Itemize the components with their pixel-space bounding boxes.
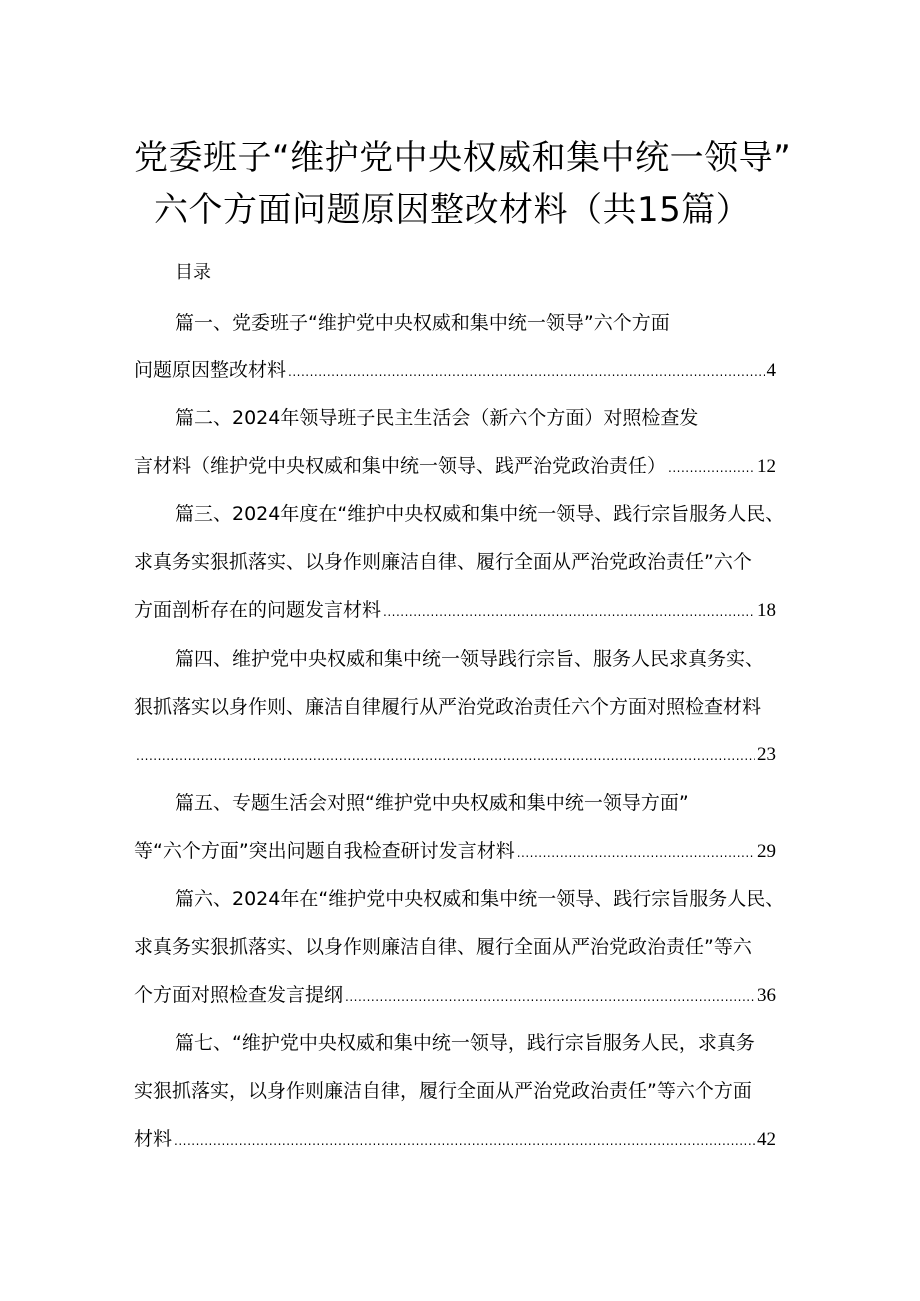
toc-entry-5-last-line: 等“六个方面”突出问题自我检查研讨发言材料 — [134, 840, 515, 862]
toc-entry-6-line-2[interactable]: 求真务实狠抓落实、以身作则廉洁自律、履行全面从严治党政治责任”等六 — [134, 936, 752, 958]
toc-entry-1-last-line: 问题原因整改材料 — [134, 359, 287, 381]
toc-entry-7-last-line: 材料 — [134, 1128, 173, 1150]
dot-leader — [345, 984, 755, 1010]
dot-leader — [668, 455, 755, 481]
toc-entry-3-page: 18 — [757, 600, 776, 621]
toc-entry-7-leader[interactable] — [134, 1126, 776, 1154]
dot-leader — [288, 359, 764, 385]
toc-entry-3-last-line: 方面剖析存在的问题发言材料 — [134, 599, 382, 621]
toc-entry-2-leader[interactable] — [134, 453, 776, 481]
toc-entry-3-line-2[interactable]: 求真务实狠抓落实、以身作则廉洁自律、履行全面从严治党政治责任”六个 — [134, 551, 752, 573]
dot-leader — [174, 1128, 755, 1154]
toc-entry-2-last-line: 言材料（维护党中央权威和集中统一领导、践严治党政治责任） — [134, 455, 667, 477]
toc-entry-4-line-1[interactable]: 篇四、维护党中央权威和集中统一领导践行宗旨、服务人民求真务实、 — [175, 648, 765, 670]
toc-entry-6-line-1[interactable]: 篇六、2024年在“维护党中央权威和集中统一领导、践行宗旨服务人民、 — [175, 888, 785, 910]
toc-entry-1-line-1[interactable]: 篇一、党委班子“维护党中央权威和集中统一领导”六个方面 — [175, 312, 670, 334]
toc-entry-4-leader[interactable] — [134, 742, 776, 769]
toc-entry-6-page: 36 — [757, 985, 776, 1006]
dot-leader — [136, 743, 755, 769]
toc-entry-4-page: 23 — [757, 744, 776, 765]
toc-entry-1-leader[interactable] — [134, 357, 776, 385]
toc-entry-3-leader[interactable] — [134, 597, 776, 625]
toc-entry-5-page: 29 — [757, 841, 776, 862]
toc-entry-1-page: 4 — [766, 360, 776, 381]
toc-entry-7-page: 42 — [757, 1129, 776, 1150]
toc-entry-3-line-1[interactable]: 篇三、2024年度在“维护中央权威和集中统一领导、践行宗旨服务人民、 — [175, 503, 785, 525]
toc-entry-6-leader[interactable] — [134, 982, 776, 1010]
toc-entry-2-line-1[interactable]: 篇二、2024年领导班子民主生活会（新六个方面）对照检查发 — [175, 407, 699, 429]
dot-leader — [383, 599, 755, 625]
toc-heading: 目录 — [175, 262, 211, 283]
toc-entry-7-line-2[interactable]: 实狠抓落实，以身作则廉洁自律，履行全面从严治党政治责任”等六个方面 — [134, 1080, 752, 1102]
toc-entry-5-line-1[interactable]: 篇五、专题生活会对照“维护党中央权威和集中统一领导方面” — [175, 792, 689, 814]
toc-entry-6-last-line: 个方面对照检查发言提纲 — [134, 984, 344, 1006]
toc-entry-7-line-1[interactable]: 篇七、“维护党中央权威和集中统一领导，践行宗旨服务人民，求真务 — [175, 1032, 755, 1054]
toc-entry-5-leader[interactable] — [134, 838, 776, 866]
document-title-line-1: 党委班子“维护党中央权威和集中统一领导” — [134, 138, 792, 178]
toc-entry-4-line-2[interactable]: 狠抓落实以身作则、廉洁自律履行从严治党政治责任六个方面对照检查材料 — [134, 696, 762, 718]
dot-leader — [517, 840, 755, 866]
toc-entry-2-page: 12 — [757, 456, 776, 477]
document-title-line-2: 六个方面问题原因整改材料（共15篇） — [154, 190, 751, 230]
